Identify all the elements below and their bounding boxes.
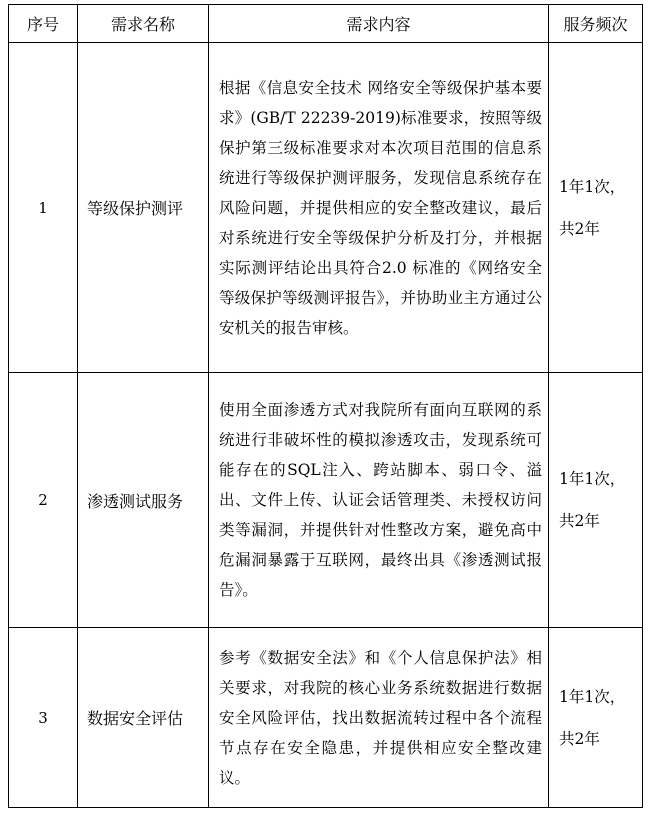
row-no: 1	[9, 43, 78, 373]
row-frequency	[549, 43, 643, 373]
header-content: 需求内容	[209, 5, 549, 43]
row-name: 渗透测试服务	[78, 373, 209, 628]
row-content: 根据《信息安全技术 网络安全等级保护基本要求》(GB/T 22239-2019)标准要求，按照等级保护第三级标准要求对本次项目范围的信息系统进行等级保护测评服务，发现信息系统存在风险问题，并提供相应的安全整改建议，最后对系统进行安全等级保护分析及打分，并根据实际测评结论出具符合2.0 标准的《网络安全等级保护等级测评报告》，并协助业主方通过公安机关的报告审核。	[209, 43, 549, 373]
row-no: 2	[9, 373, 78, 628]
table-row	[9, 373, 643, 628]
header-name: 需求名称	[78, 5, 209, 43]
requirements-table	[8, 4, 643, 808]
row-frequency-line2: 共2年	[559, 729, 600, 748]
row-content: 参考《数据安全法》和《个人信息保护法》相关要求，对我院的核心业务系统数据进行数据安全风险评估，找出数据流转过程中各个流程节点存在安全隐患，并提供相应安全整改建议。	[209, 628, 549, 808]
row-no: 3	[9, 628, 78, 808]
row-frequency	[549, 628, 643, 808]
header-no: 序号	[9, 5, 78, 43]
row-name: 等级保护测评	[78, 43, 209, 373]
row-frequency-line1: 1年1次，	[559, 687, 626, 706]
row-frequency-line2: 共2年	[559, 512, 600, 530]
table-row	[9, 43, 643, 373]
table-row	[9, 628, 643, 808]
row-name: 数据安全评估	[78, 628, 209, 808]
row-frequency	[549, 373, 643, 628]
header-freq: 服务频次	[549, 5, 643, 43]
row-frequency-line1: 1年1次，	[559, 470, 626, 488]
header-row	[9, 5, 643, 43]
row-frequency-line2: 共2年	[559, 219, 600, 238]
row-content: 使用全面渗透方式对我院所有面向互联网的系统进行非破坏性的模拟渗透攻击，发现系统可能存在的SQL注入、跨站脚本、弱口令、溢出、文件上传、认证会话管理类、未授权访问类等漏洞，并提供针对性整改方案，避免高中危漏洞暴露于互联网，最终出具《渗透测试报告》。	[209, 373, 549, 628]
row-frequency-line1: 1年1次，	[559, 177, 626, 196]
